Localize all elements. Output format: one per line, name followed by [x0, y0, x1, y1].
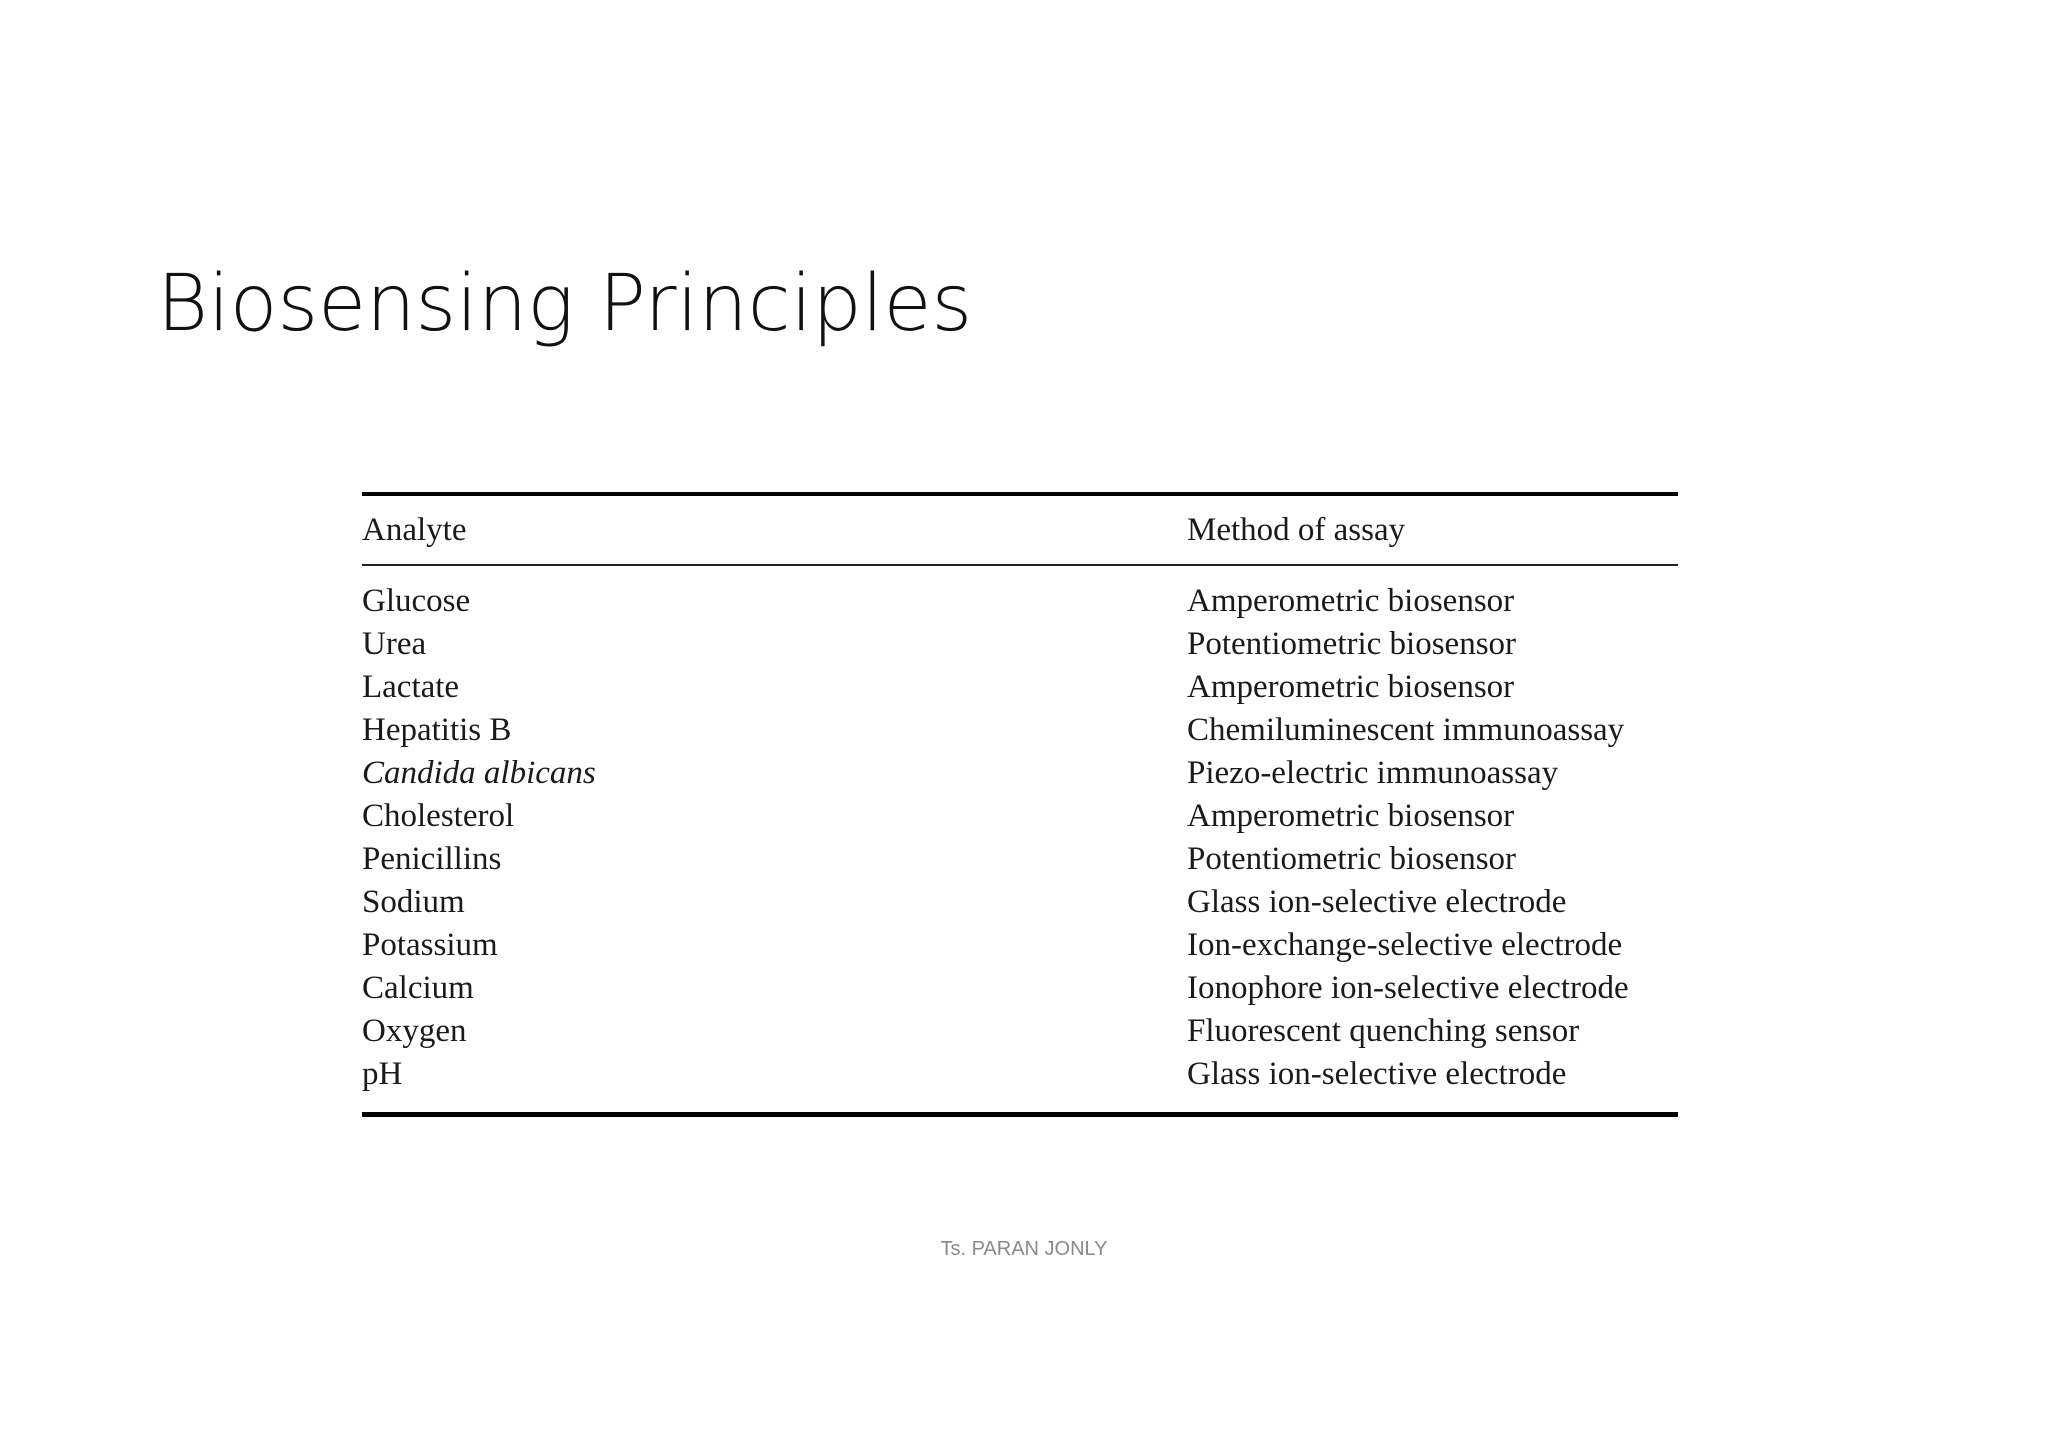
analyte-cell: Glucose [362, 583, 471, 619]
method-cell: Glass ion-selective electrode [1187, 884, 1567, 920]
table-row [362, 623, 1678, 666]
table-header [362, 494, 1678, 565]
table-row [362, 565, 1678, 623]
analyte-cell: Candida albicans [362, 755, 596, 791]
table-row [362, 881, 1678, 924]
method-cell: Ionophore ion-selective electrode [1187, 970, 1629, 1006]
analyte-cell: Calcium [362, 970, 474, 1006]
table-row [362, 752, 1678, 795]
method-cell: Piezo-electric immunoassay [1187, 755, 1559, 791]
method-cell: Amperometric biosensor [1187, 669, 1515, 705]
method-cell: Chemiluminescent immunoassay [1187, 712, 1625, 748]
table-row [362, 795, 1678, 838]
analyte-assay-table [362, 492, 1678, 1117]
analyte-cell: Hepatitis B [362, 712, 512, 748]
analyte-cell: Penicillins [362, 841, 502, 877]
table-row [362, 1010, 1678, 1053]
method-cell: Potentiometric biosensor [1187, 626, 1517, 662]
analyte-cell: pH [362, 1056, 403, 1092]
header-analyte: Analyte [362, 512, 467, 548]
table-row [362, 709, 1678, 752]
method-cell: Potentiometric biosensor [1187, 841, 1517, 877]
table-row [362, 1053, 1678, 1115]
method-cell: Amperometric biosensor [1187, 798, 1515, 834]
table-row [362, 924, 1678, 967]
table-row [362, 838, 1678, 881]
method-cell: Glass ion-selective electrode [1187, 1056, 1567, 1092]
analyte-cell: Oxygen [362, 1013, 467, 1049]
slide-footer: Ts. PARAN JONLY [940, 1238, 1108, 1260]
table-header-row [362, 494, 1678, 565]
header-method-of-assay: Method of assay [1187, 512, 1406, 548]
analyte-cell: Urea [362, 626, 427, 662]
analyte-cell: Sodium [362, 884, 465, 920]
table-row [362, 666, 1678, 709]
table-body [362, 565, 1678, 1115]
slide-title: Biosensing Principles [157, 259, 973, 349]
analyte-cell: Potassium [362, 927, 498, 963]
table-row [362, 967, 1678, 1010]
analyte-cell: Lactate [362, 669, 460, 705]
method-cell: Ion-exchange-selective electrode [1187, 927, 1623, 963]
analyte-cell: Cholesterol [362, 798, 515, 834]
method-cell: Amperometric biosensor [1187, 583, 1515, 619]
method-cell: Fluorescent quenching sensor [1187, 1013, 1580, 1049]
